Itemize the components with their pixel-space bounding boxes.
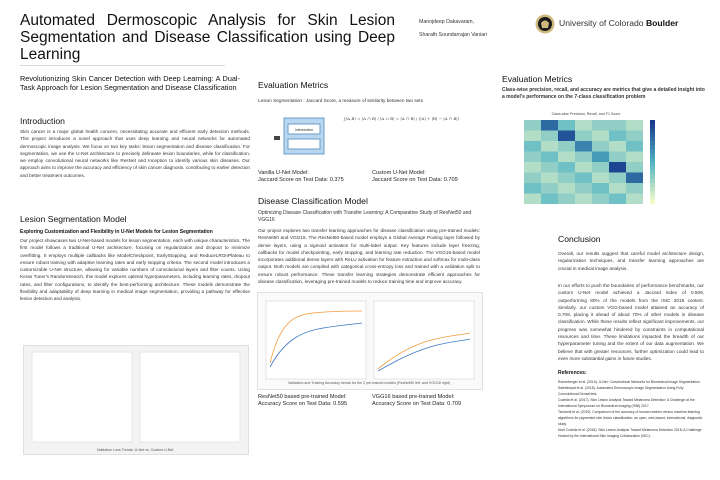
heatmap-svg — [502, 108, 706, 208]
heatmap-colorbar-segment — [650, 133, 655, 138]
heatmap-cell — [626, 120, 643, 131]
heatmap-cell — [558, 173, 575, 184]
segmentation-loss-figure — [23, 345, 249, 455]
heatmap-cell — [609, 194, 626, 205]
heatmap-cell — [524, 131, 541, 142]
classwise-heatmap — [502, 108, 706, 208]
vgg-score-block — [372, 394, 461, 408]
heatmap-cell — [558, 194, 575, 205]
heatmap-cell — [626, 194, 643, 205]
segmentation-caption: Validation Loss Trends: U-Net vs. Custom U-Net — [96, 448, 174, 452]
resnet-label: ResNet50 based pre-trained Model: — [258, 394, 347, 400]
heatmap-cell — [524, 173, 541, 184]
heatmap-cell — [609, 162, 626, 173]
heatmap-cell — [592, 141, 609, 152]
heatmap-cell — [575, 141, 592, 152]
heatmap-cell — [609, 131, 626, 142]
heatmap-cell — [558, 141, 575, 152]
jaccard-venn-diagram — [274, 112, 334, 160]
references-heading: References: — [558, 370, 587, 376]
heatmap-cell — [558, 162, 575, 173]
custom-label: Custom U-Net Model: — [372, 170, 426, 176]
classification-heading: Disease Classification Model — [258, 196, 368, 206]
heatmap-colorbar-segment — [650, 191, 655, 196]
heatmap-cell — [575, 183, 592, 194]
heatmap-colorbar-segment — [650, 120, 655, 125]
heatmap-colorbar-segment — [650, 128, 655, 133]
loss-chart-placeholder — [24, 346, 248, 454]
heatmap-cell — [575, 152, 592, 163]
heatmap-colorbar-segment — [650, 183, 655, 188]
heatmap-cell — [626, 131, 643, 142]
classification-text: Our project explores two transfer learning approaches for disease classification using pre-trained models: ResNet50 and VGG16. The ResNet50-based model employs a Global Average Pooling layer followed by dense layers, using a sigmoid activation for multi-label output. Key features include layer freezing, callbacks for model checkpointing, early stopping, and learning rate reduction. The VGG16-based model incorporates additional dense layers with ReLU activation for feature extraction and softmax for multi-class output. Both models are compiled with categorical cross-entropy loss and trained with a validation split to ensure robust performance. These transfer learning strategies demonstrate efficient approaches for disease classification, leveraging pre-trained models to reduce training time and improve accuracy. — [258, 228, 480, 285]
custom-score: Jaccard Score on Test Data: 0.709 — [372, 177, 458, 183]
formula-rhs: = |A ∩ B| / (|A| + |B| − |A ∩ B|) — [395, 116, 460, 121]
heatmap-cell — [524, 194, 541, 205]
vgg-score: Accuracy Score on Test Data: 0.709 — [372, 401, 462, 407]
heatmap-cell — [558, 131, 575, 142]
segmentation-subheading: Exploring Customization and Flexibility in U-Net Models for Lesion Segmentation — [20, 229, 213, 235]
heatmap-cell — [575, 173, 592, 184]
heatmap-colorbar-segment — [650, 137, 655, 142]
heatmap-cell — [592, 152, 609, 163]
heatmap-colorbar-segment — [650, 149, 655, 154]
accuracy-chart-placeholder — [258, 293, 482, 389]
heatmap-cell — [524, 162, 541, 173]
segmentation-heading: Lesion Segmentation Model — [20, 214, 127, 224]
heatmap-colorbar-segment — [650, 154, 655, 159]
accuracy-caption: Validation and Training Accuracy trends for the 2 pre-trained models (ResNet50 left, and VGG16 right) — [287, 381, 451, 385]
heatmap-cell — [558, 183, 575, 194]
heatmap-cell — [541, 141, 558, 152]
references-list — [558, 379, 704, 439]
eval-text-middle: Lesion Segmentation : Jaccard Score, a measure of similarity between two sets — [258, 98, 423, 103]
formula-lhs: J(A,B) = |A ∩ B| / |A ∪ B| — [344, 116, 395, 121]
resnet-score-block — [258, 394, 347, 408]
vgg-label: VGG16 based pre-trained Model: — [372, 394, 455, 400]
intro-text: Skin cancer is a major global health concern, necessitating accurate and efficient early detection methods. This project introduces a novel approach that uses deep learning and neural networks for automated dermoscopic image analysis. We focus on two key tasks: lesion segmentation and disease classification. For segmentation, we use the U-Net architecture to precisely delineate lesion boundaries, while for classification, we employ convolutional neural networks like ResNet and Inception to identify various skin diseases. Our approach aims to improve the accuracy and efficiency of skin cancer diagnosis, contributing to earlier detection and better treatment outcomes. — [20, 129, 250, 178]
heatmap-cell — [592, 173, 609, 184]
conclusion-p1: Overall, our results suggest that careful model architecture design, regularization techniques, and transfer learning approaches are crucial in medical image analysis. — [558, 251, 704, 271]
heatmap-colorbar-segment — [650, 196, 655, 201]
eval-text-right: Class-wise precision, recall, and accuracy are metrics that give a detailed insight into a model's performance on the 7-class classification problem — [502, 87, 705, 100]
heatmap-cell — [541, 183, 558, 194]
heatmap-cell — [609, 152, 626, 163]
accuracy-trends-figure — [257, 292, 483, 390]
conclusion-heading: Conclusion — [558, 234, 601, 244]
reference-item: Noel Codella et al. (2018). Skin Lesion Analysis Toward Melanoma Detection 2018: A Challenge Hosted by the International Skin Imaging Collaboration (ISIC). — [558, 428, 702, 438]
heatmap-cell — [575, 162, 592, 173]
author-2: Sharath Soundarrajan Vaniari — [419, 32, 487, 38]
heatmap-colorbar-segment — [650, 162, 655, 167]
heatmap-cell — [524, 152, 541, 163]
heatmap-colorbar-segment — [650, 124, 655, 129]
heatmap-colorbar-segment — [650, 145, 655, 150]
venn-label: Intersection — [294, 128, 314, 132]
reference-item: Ronneberger et al. (2015). U-Net: Convolutional Networks for Biomedical Image Segmentation. — [558, 380, 701, 384]
heatmap-cell — [541, 173, 558, 184]
heatmap-cell — [541, 194, 558, 205]
heatmap-colorbar-segment — [650, 200, 655, 205]
heatmap-cell — [592, 183, 609, 194]
heatmap-cell — [524, 120, 541, 131]
university-logo — [535, 14, 710, 34]
title-divider — [20, 65, 225, 66]
logo-university: University of Colorado — [559, 18, 644, 28]
heatmap-cell — [541, 152, 558, 163]
intro-heading: Introduction — [20, 116, 65, 126]
heatmap-cell — [524, 141, 541, 152]
classification-subheading: Optimizing Disease Classification with Transfer Learning: A Comparative Study of ResNet50 and VGG16 — [258, 210, 472, 223]
heatmap-colorbar-segment — [650, 187, 655, 192]
vanilla-label: Vanilla U-Net Model: — [258, 170, 309, 176]
heatmap-cell — [592, 162, 609, 173]
heatmap-cell — [524, 183, 541, 194]
segmentation-text: Our project showcases two U-Net-based models for lesion segmentation, each with unique characteristics. The first model follows a traditional U-Net architecture, focusing on regularization and dropout to minimize overfitting. It employs multiple callbacks like ModelCheckpoint, EarlyStopping, and ReduceLROnPlateau to ensure robust training with adaptive learning rates and early stopping criteria. The second model introduces a customizable U-Net structure, allowing for variable numbers of convolutional layers and filter counts. Using Keras Tuner's RandomSearch, this model explores optimal hyperparameters, including learning rates, dropout rates, and filter configurations, to identify the best-performing architecture. These models demonstrate the flexibility and adaptability of deep learning in medical image segmentation, providing a pathway for effective lesion detection and analysis. — [20, 238, 250, 302]
author-1: Manojdeep Dakavaram, — [419, 19, 475, 25]
heatmap-cell — [592, 194, 609, 205]
eval-heading-right: Evaluation Metrics — [502, 74, 573, 84]
heatmap-cell — [575, 120, 592, 131]
heatmap-cell — [626, 152, 643, 163]
eval-heading-middle: Evaluation Metrics — [258, 80, 329, 90]
heatmap-cell — [626, 162, 643, 173]
heatmap-colorbar-segment — [650, 166, 655, 171]
heatmap-cell — [609, 173, 626, 184]
heatmap-cell — [626, 141, 643, 152]
cu-logo-icon — [535, 14, 555, 34]
heatmap-colorbar-segment — [650, 141, 655, 146]
conclusion-p2: In our efforts to push the boundaries of performance benchmarks, our custom U-Net model achieved a Jaccard index of 0.509, outperforming 80% of the models from the ISIC 2018 contest. Similarly, our custom VGG-based model attained an accuracy of 0.709, placing it ahead of about 70% of other models in disease classification. While these results reflect significant improvements, our progress was somewhat hindered by constraints in computational resources and time. These limitations impacted the breadth of our hyperparameter tuning and the extent of our data augmentation. We believe that with greater resources, further optimization could lead to even more substantial gains in future studies. — [558, 283, 704, 361]
poster-title: Automated Dermoscopic Analysis for Skin Lesion Segmentation and Disease Classification using Deep Learning — [20, 12, 395, 63]
reference-item: Salehinejad et al. (2018). Automated Dermoscopic Image Segmentation Using Fully Convolutional DenseNets. — [558, 386, 684, 396]
heatmap-cell — [575, 194, 592, 205]
heatmap-cell — [592, 131, 609, 142]
heatmap-title: Class-wise Precision, Recall, and F1 Score — [551, 112, 621, 116]
heatmap-cell — [541, 131, 558, 142]
heatmap-cell — [592, 120, 609, 131]
poster-subtitle: Revolutionizing Skin Cancer Detection with Deep Learning: A Dual-Task Approach for Lesion Segmentation and Disease Classification — [20, 74, 240, 92]
heatmap-cell — [541, 162, 558, 173]
heatmap-colorbar-segment — [650, 175, 655, 180]
heatmap-colorbar-segment — [650, 158, 655, 163]
heatmap-cell — [626, 183, 643, 194]
vanilla-unet-score — [258, 170, 344, 184]
jaccard-formula — [344, 116, 459, 121]
heatmap-cell — [609, 183, 626, 194]
heatmap-cell — [558, 120, 575, 131]
custom-unet-score — [372, 170, 458, 184]
heatmap-colorbar-segment — [650, 179, 655, 184]
heatmap-cell — [575, 131, 592, 142]
logo-campus: Boulder — [645, 18, 679, 28]
heatmap-cell — [626, 173, 643, 184]
authors — [419, 16, 487, 42]
heatmap-cell — [609, 141, 626, 152]
reference-item: Tschandl et al. (2019). Comparison of the accuracy of human readers versus machine-learning algorithms for pigmented skin lesion classification: an open, web-based, international, diagnostic study. — [558, 410, 703, 426]
heatmap-cell — [541, 120, 558, 131]
heatmap-cell — [609, 120, 626, 131]
resnet-score: Accuracy Score on Test Data: 0.595 — [258, 401, 348, 407]
heatmap-colorbar-segment — [650, 170, 655, 175]
heatmap-cell — [558, 152, 575, 163]
reference-item: Codella et al. (2017). Skin Lesion Analysis Toward Melanoma Detection: A Challenge at the International Symposium on Biomedical Imaging (ISBI) 2017. — [558, 398, 695, 408]
vanilla-score: Jaccard Score on Test Data: 0.375 — [258, 177, 344, 183]
